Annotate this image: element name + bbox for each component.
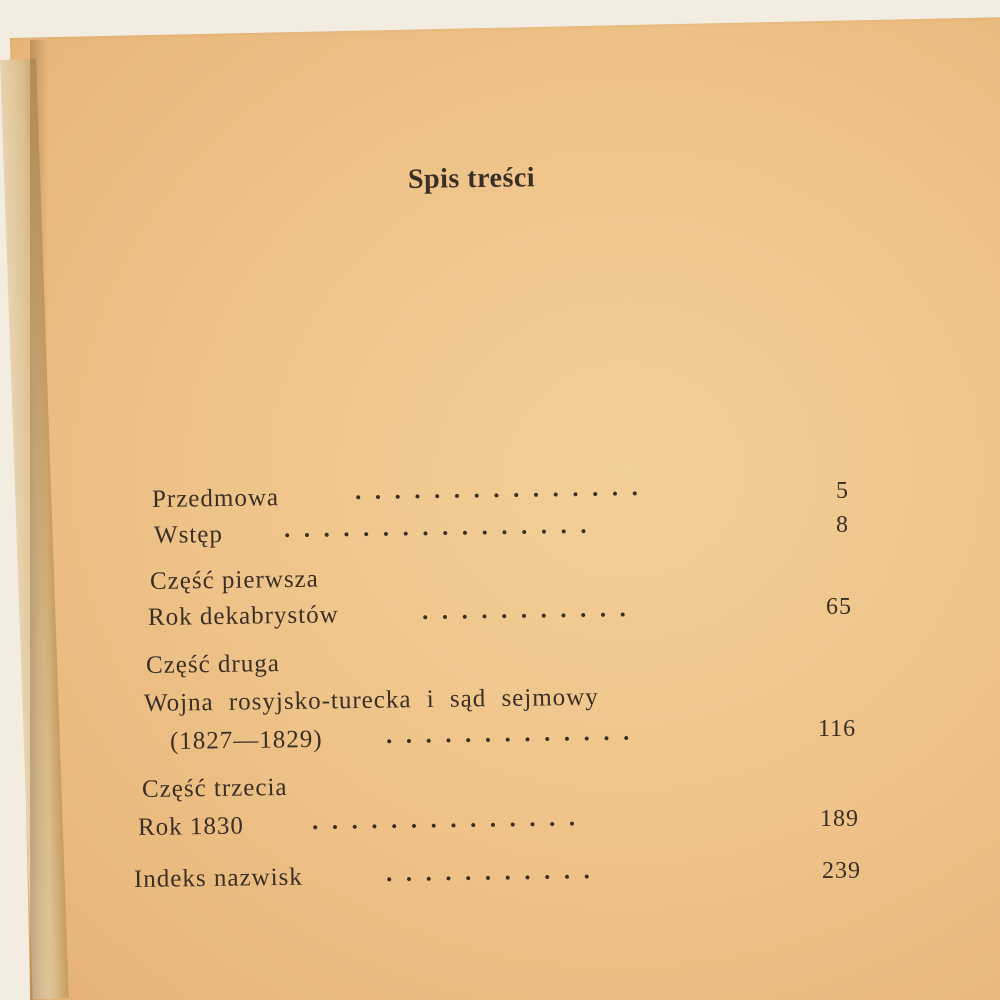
- toc-page-number: 5: [836, 478, 849, 504]
- toc-leader-dots: .............: [385, 718, 643, 749]
- toc-entry-label: Rok 1830: [137, 812, 245, 841]
- toc-leader-dots: ...............: [354, 473, 652, 505]
- toc-section-heading: Część druga: [145, 650, 281, 679]
- toc-entry-label: Wstęp: [153, 521, 224, 549]
- toc-section-heading: Część pierwsza: [149, 565, 319, 595]
- toc-leader-dots: ...........: [385, 856, 604, 887]
- toc-entry-label: Indeks nazwisk: [133, 863, 303, 893]
- toc-leader-dots: ...........: [421, 594, 640, 625]
- toc-entry-label: Rok dekabrystów: [147, 601, 339, 631]
- toc-page-number: 116: [818, 716, 857, 742]
- toc-entry-label-continued: (1827—1829): [169, 725, 323, 755]
- toc-page-number: 189: [820, 806, 859, 832]
- toc-page-number: 239: [822, 858, 861, 884]
- toc-entry-label: Wojna rosyjsko-turecka i sąd sejmowy: [143, 683, 599, 717]
- toc-section-heading: Część trzecia: [141, 773, 288, 803]
- toc-page-number: 65: [826, 594, 852, 620]
- toc-leader-dots: ................: [283, 511, 601, 543]
- toc-leader-dots: ..............: [311, 804, 589, 835]
- toc-entry-label: Przedmowa: [151, 484, 280, 513]
- toc-page-number: 8: [836, 512, 849, 538]
- toc-title: Spis treści: [407, 162, 536, 195]
